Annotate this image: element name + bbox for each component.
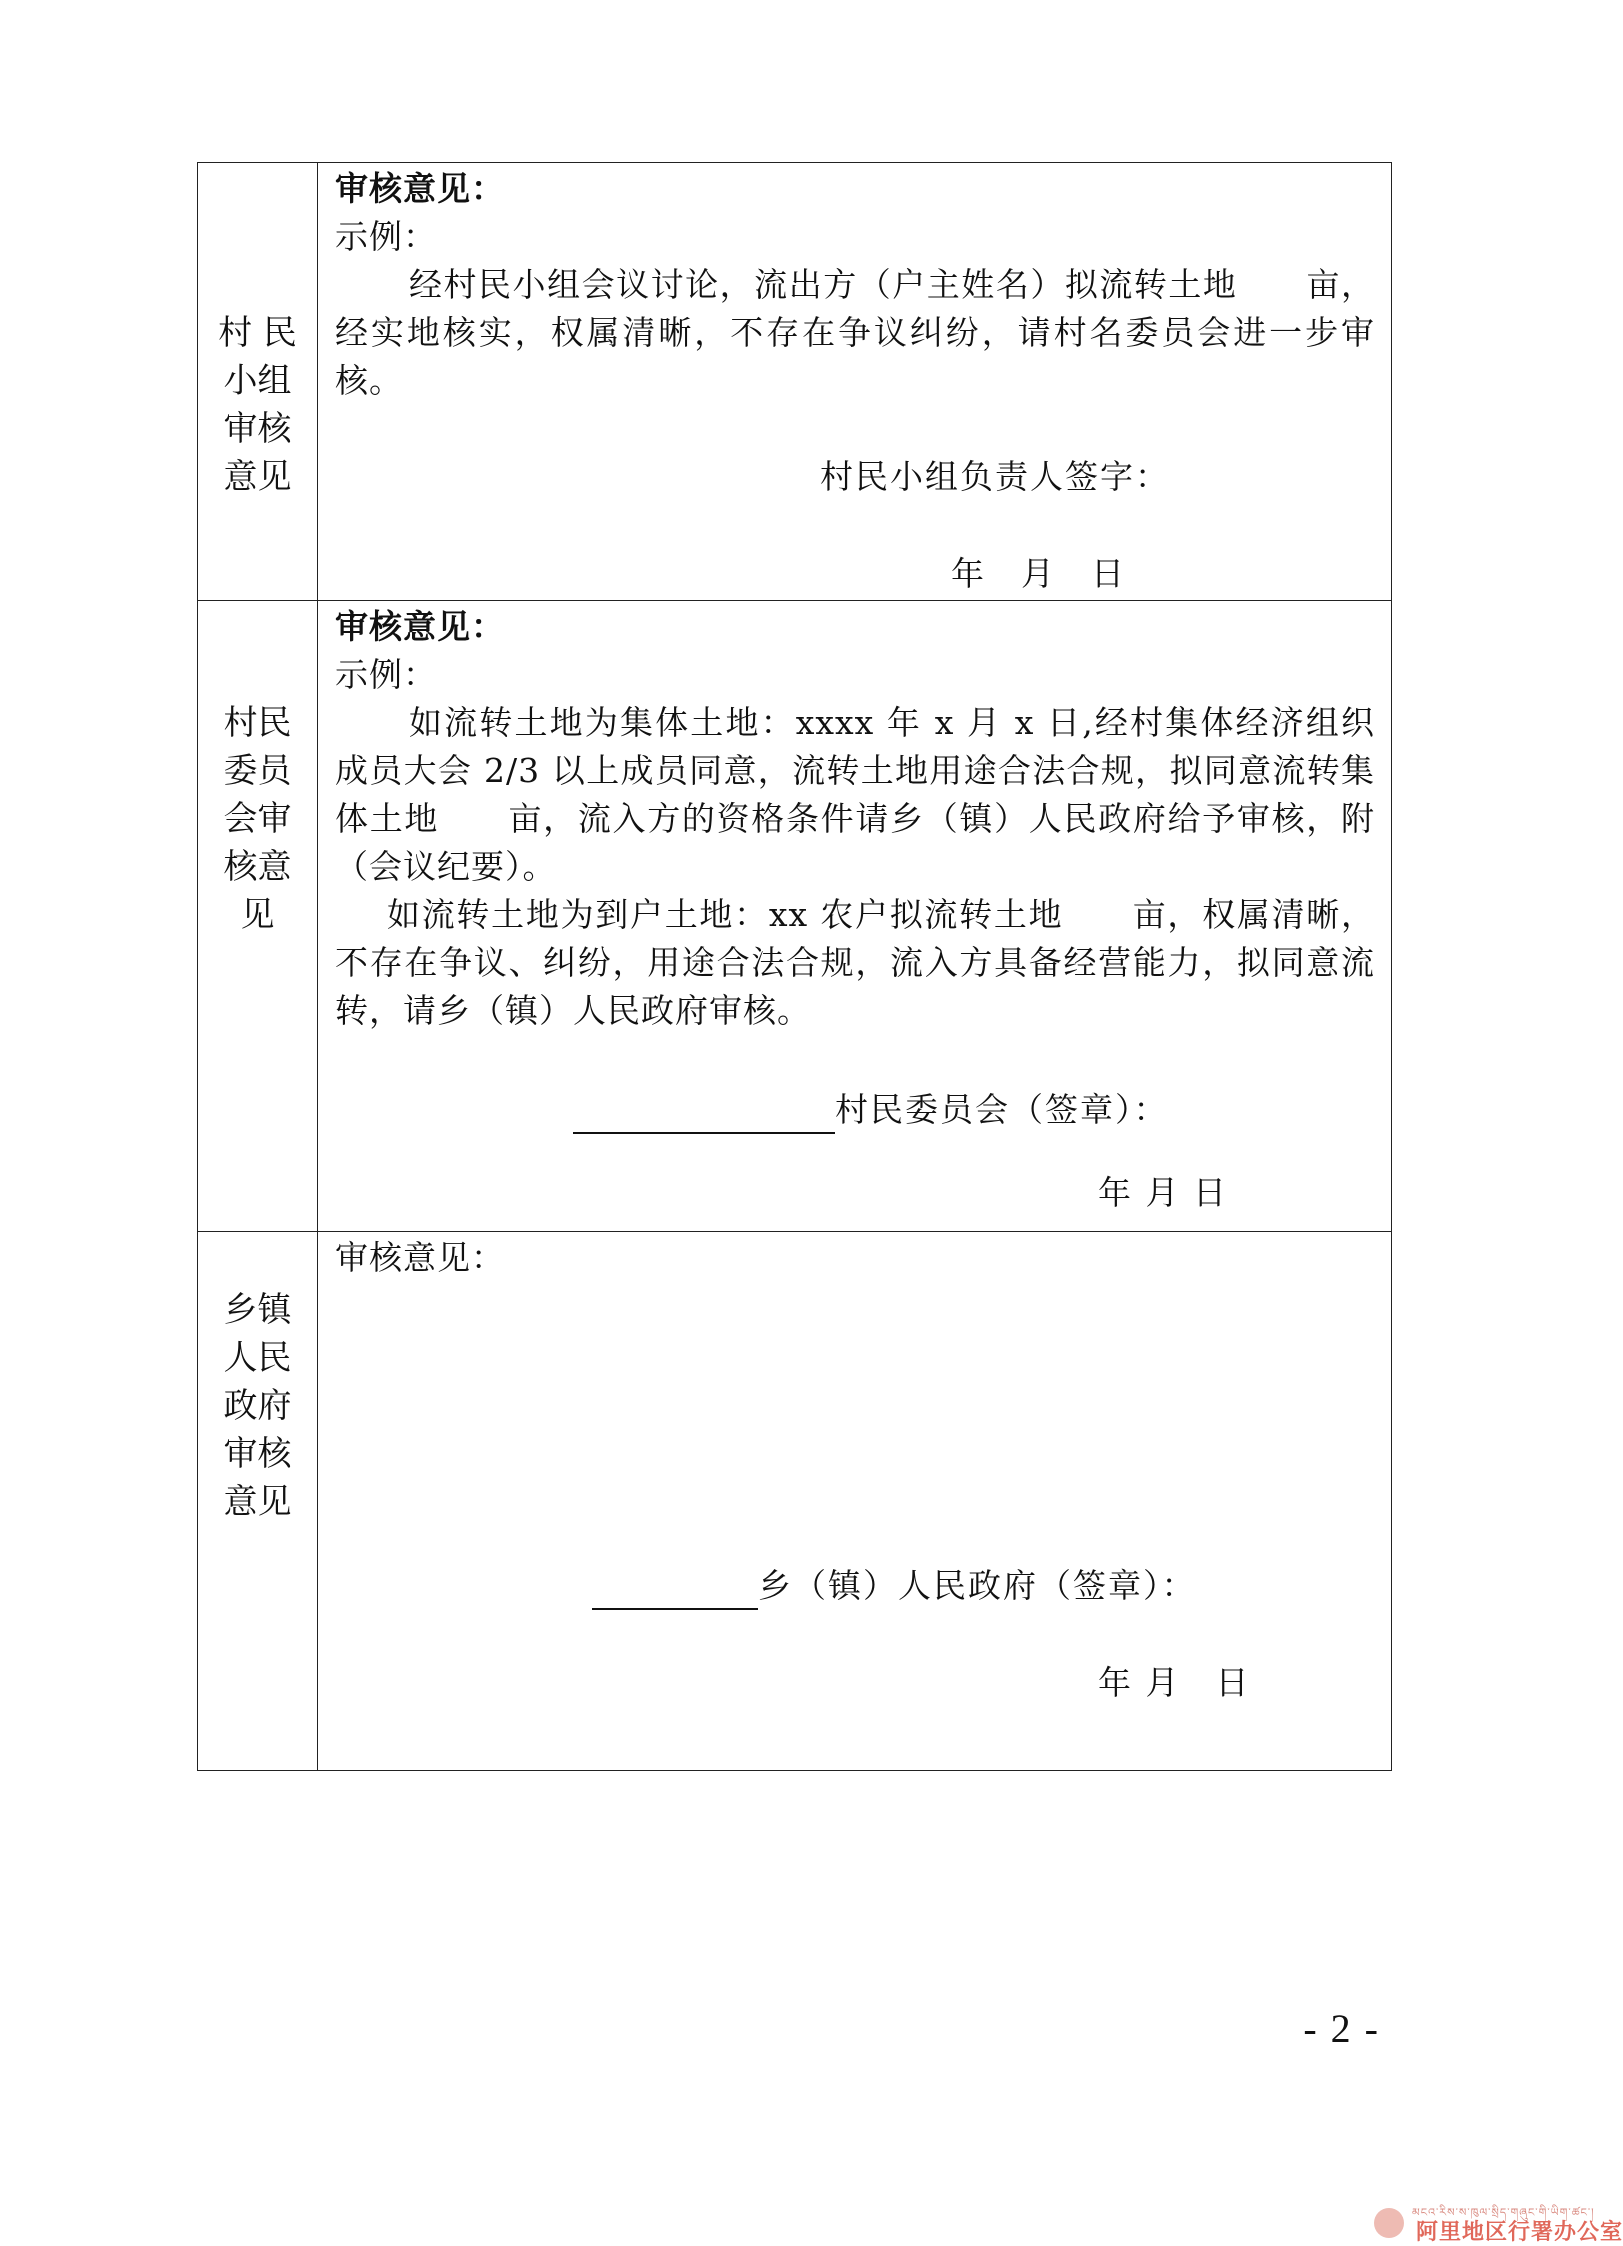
- review-heading: 审核意见：: [335, 1238, 505, 1277]
- signature-date: 年 月 日: [1098, 1173, 1228, 1212]
- label-line: 意见: [223, 1482, 292, 1522]
- stamp-tibetan-text: མངའ་རིས་ས་ཁུལ་སྲིད་གཞུང་གི་ཡིག་ཚང་།: [1412, 2206, 1595, 2219]
- label-line: 审核: [223, 409, 292, 449]
- village-committee-label: [198, 699, 317, 939]
- label-line: 政府: [223, 1386, 292, 1426]
- label-line: 乡镇: [223, 1290, 292, 1330]
- label-line: 见: [240, 895, 275, 935]
- label-line: 村民: [223, 703, 292, 743]
- signature-date: 年 月 日: [1098, 1663, 1251, 1702]
- review-heading: 审核意见：: [335, 607, 505, 646]
- example-label: 示例：: [335, 217, 437, 256]
- group-leader-signature-label: 村民小组负责人签字：: [820, 457, 1170, 496]
- village-committee-review-row: [198, 601, 1392, 1232]
- review-form-table: [197, 162, 1392, 1771]
- village-group-content-cell: [318, 163, 1392, 601]
- signature-blank: [592, 1564, 758, 1610]
- label-line: 委员: [223, 751, 292, 791]
- review-heading: 审核意见：: [335, 169, 505, 208]
- example-paragraph: 经村民小组会议讨论，流出方（户主姓名）拟流转土地 亩，经实地核实，权属清晰，不存在争议纠纷，请村名委员会进一步审核。: [335, 265, 1375, 400]
- signature-date: 年 月 日: [951, 554, 1126, 593]
- township-content-cell: [318, 1232, 1392, 1771]
- township-signature-label: 乡（镇）人民政府（签章）：: [758, 1566, 1197, 1605]
- label-line: 意见: [223, 457, 292, 497]
- label-line: 会审: [223, 799, 292, 839]
- page-number: - 2 -: [1303, 2006, 1380, 2051]
- township-label-cell: [198, 1232, 318, 1771]
- label-line: 人民: [223, 1338, 292, 1378]
- label-line: 核意: [223, 847, 292, 887]
- village-committee-content-cell: [318, 601, 1392, 1232]
- village-group-label: [198, 309, 317, 501]
- signature-blank: [573, 1088, 835, 1134]
- stamp-chinese-text: 阿里地区行署办公室: [1416, 2220, 1623, 2245]
- village-committee-label-cell: [198, 601, 318, 1232]
- township-signature-line: [592, 1562, 1197, 1610]
- label-line: 审核: [223, 1434, 292, 1474]
- collective-land-paragraph: 如流转土地为集体土地：xxxx 年 x 月 x 日,经村集体经济组织成员大会 2/3 以上成员同意，流转土地用途合法合规，拟同意流转集体土地 亩，流入方的资格条件请乡（镇）人民政府给予审核，附（会议纪要）。: [335, 703, 1375, 886]
- emblem-seal-icon: [1374, 2208, 1404, 2238]
- village-group-label-cell: [198, 163, 318, 601]
- township-government-review-row: [198, 1232, 1392, 1771]
- village-group-review-row: [198, 163, 1392, 601]
- committee-signature-label: 村民委员会（签章）：: [835, 1090, 1169, 1129]
- committee-signature-line: [573, 1086, 1169, 1134]
- label-line: 村 民: [218, 313, 297, 353]
- household-land-paragraph: 如流转土地为到户土地：xx 农户拟流转土地 亩，权属清晰，不存在争议、纠纷，用途合法合规，流入方具备经营能力，拟同意流转，请乡（镇）人民政府审核。: [335, 895, 1375, 1030]
- office-watermark-stamp: [1374, 2198, 1623, 2245]
- township-label: [198, 1286, 317, 1526]
- example-label: 示例：: [335, 655, 437, 694]
- label-line: 小组: [223, 361, 292, 401]
